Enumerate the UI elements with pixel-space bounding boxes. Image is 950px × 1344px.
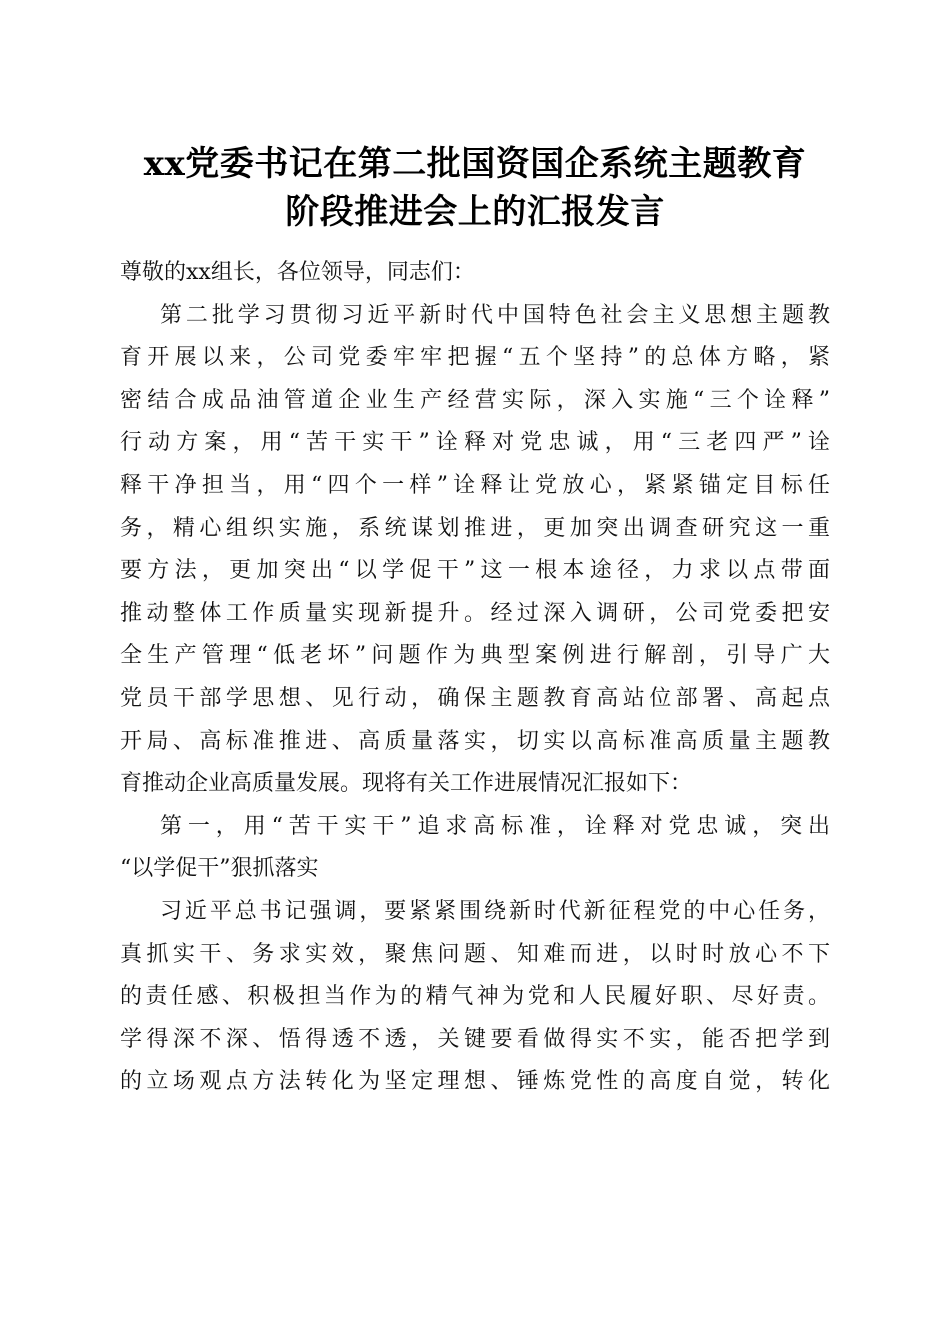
paragraph-line: 的责任感、积极担当作为的精气神为党和人民履好职、尽好责。 [120,984,830,1010]
paragraph-line: 真抓实干、务求实效，聚焦问题、知难而进，以时时放心不下 [120,941,830,967]
paragraph-line: 的立场观点方法转化为坚定理想、锤炼党性的高度自觉，转化 [120,1069,830,1095]
paragraph-line: 第二批学习贯彻习近平新时代中国特色社会主义思想主题教 [160,302,830,328]
paragraph-line: 密结合成品油管道企业生产经营实际，深入实施“三个诠释” [120,387,830,413]
document-body [120,252,830,1104]
salutation: 尊敬的xx组长，各位领导，同志们： [120,260,475,285]
paragraph-line: 党员干部学思想、见行动，确保主题教育高站位部署、高起点 [120,685,830,711]
heading-line: 第一，用“苦干实干”追求高标准，诠释对党忠诚，突出 [160,813,830,839]
section-heading-1 [120,806,830,891]
heading-line: “以学促干”狠抓落实 [120,856,319,882]
document-title [0,140,950,236]
paragraph-line: 育推动企业高质量发展。现将有关工作进展情况汇报如下： [120,771,693,797]
paragraph-line: 行动方案，用“苦干实干”诠释对党忠诚，用“三老四严”诠 [120,430,830,456]
paragraph-line: 全生产管理“低老坏”问题作为典型案例进行解剖，引导广大 [120,643,830,669]
paragraph-line: 育开展以来，公司党委牢牢把握“五个坚持”的总体方略，紧 [120,345,830,371]
paragraph-line: 开局、高标准推进、高质量落实，切实以高标准高质量主题教 [120,728,830,754]
paragraph-1 [120,295,830,806]
paragraph-2 [120,891,830,1104]
paragraph-line: 务，精心组织实施，系统谋划推进，更加突出调查研究这一重 [120,515,830,541]
paragraph-line: 习近平总书记强调，要紧紧围绕新时代新征程党的中心任务， [160,898,830,924]
title-line-1: xx党委书记在第二批国资国企系统主题教育 [143,144,807,184]
paragraph-line: 学得深不深、悟得透不透，关键要看做得实不实，能否把学到 [120,1026,830,1052]
paragraph-line: 要方法，更加突出“以学促干”这一根本途径，力求以点带面 [120,558,830,584]
paragraph-line: 释干净担当，用“四个一样”诠释让党放心，紧紧锚定目标任 [120,472,830,498]
paragraph-line: 推动整体工作质量实现新提升。经过深入调研，公司党委把安 [120,600,830,626]
title-line-2: 阶段推进会上的汇报发言 [285,192,665,232]
